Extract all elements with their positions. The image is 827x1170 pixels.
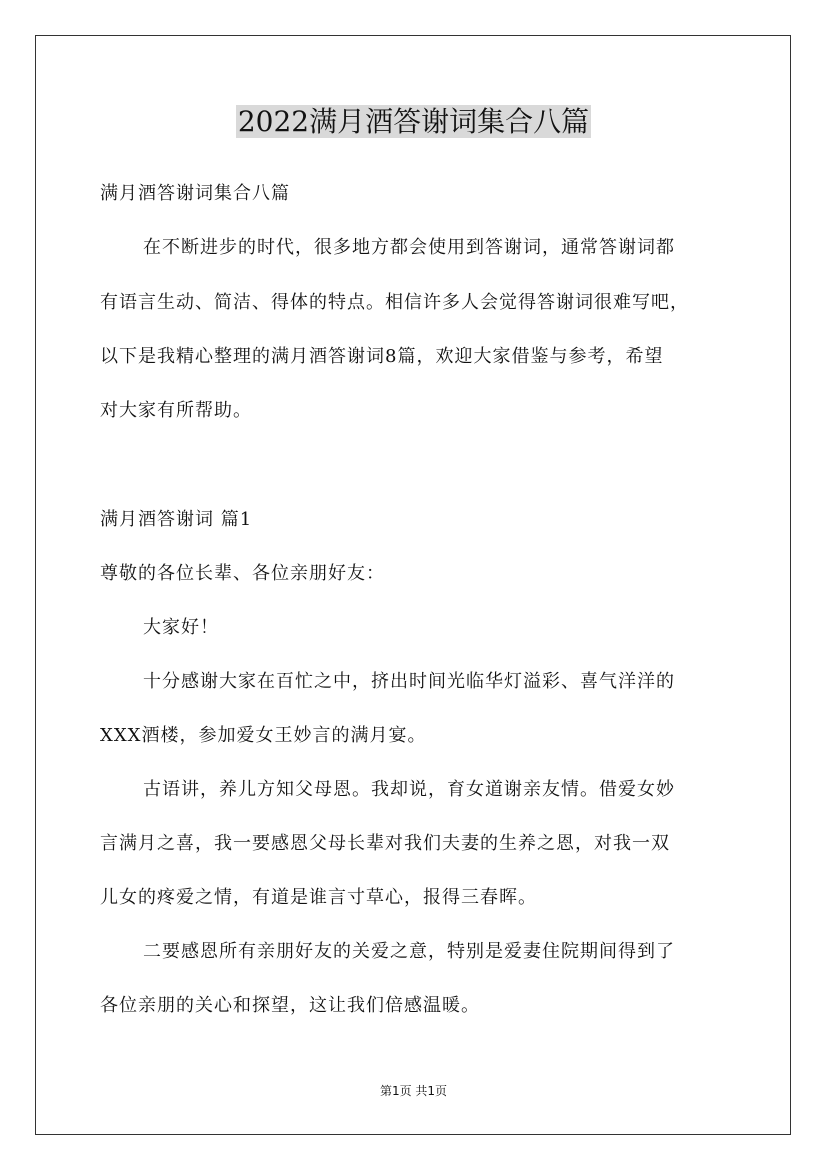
- intro-paragraph-line: 在不断进步的时代，很多地方都会使用到答谢词，通常答谢词都: [143, 237, 675, 258]
- section-heading: 满月酒答谢词 篇1: [100, 509, 253, 530]
- body-line: 古语讲，养儿方知父母恩。我却说，育女道谢亲友情。借爱女妙: [143, 779, 675, 800]
- document-title-text: 2022满月酒答谢词集合八篇: [237, 105, 590, 138]
- document-subtitle: 满月酒答谢词集合八篇: [100, 183, 290, 204]
- body-line: 言满月之喜，我一要感恩父母长辈对我们夫妻的生养之恩，对我一双: [100, 833, 670, 854]
- greeting-line: 大家好！: [143, 617, 219, 638]
- intro-paragraph-line: 以下是我精心整理的满月酒答谢词8篇，欢迎大家借鉴与参考，希望: [100, 346, 664, 367]
- intro-paragraph-line: 有语言生动、简洁、得体的特点。相信许多人会觉得答谢词很难写吧，: [100, 292, 689, 313]
- body-line: 十分感谢大家在百忙之中，挤出时间光临华灯溢彩、喜气洋洋的: [143, 671, 675, 692]
- body-line: 儿女的疼爱之情，有道是谁言寸草心，报得三春晖。: [100, 887, 537, 908]
- body-line: 二要感恩所有亲朋好友的关爱之意，特别是爱妻住院期间得到了: [143, 941, 675, 962]
- salutation: 尊敬的各位长辈、各位亲朋好友：: [100, 563, 385, 584]
- page-footer: 第1页 共1页: [379, 1084, 448, 1098]
- intro-paragraph-line: 对大家有所帮助。: [100, 400, 252, 421]
- body-line: 各位亲朋的关心和探望，这让我们倍感温暖。: [100, 995, 480, 1016]
- document-title: [0, 102, 827, 142]
- body-line: XXX酒楼，参加爱女王妙言的满月宴。: [100, 725, 427, 746]
